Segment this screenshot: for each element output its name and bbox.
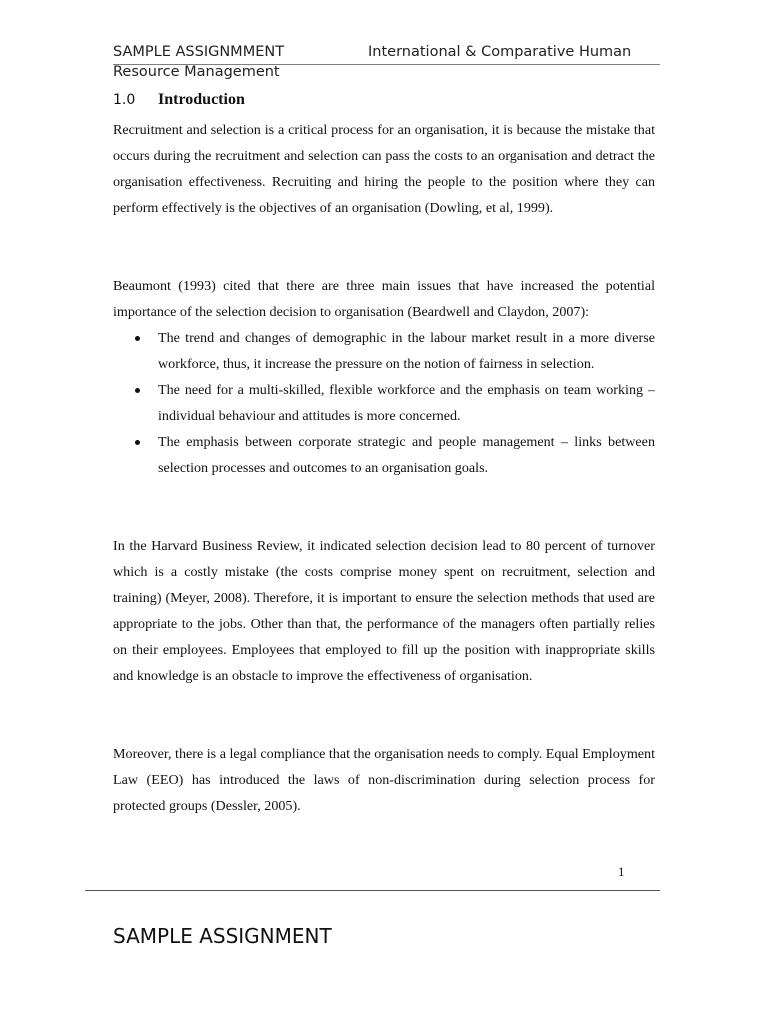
bullet-text: The emphasis between corporate strategic and people management – links between selection processes and outcomes to an organisation goals. <box>158 434 655 476</box>
bullet-dot-icon <box>135 336 140 341</box>
bullet-dot-icon <box>135 388 140 393</box>
footer-rule <box>85 890 660 891</box>
page-number: 1 <box>618 864 625 879</box>
section-heading <box>113 91 245 109</box>
paragraph-3: In the Harvard Business Review, it indicated selection decision lead to 80 percent of turnover which is a costly mistake (the costs comprise money spent on recruitment, selection and training) (Meyer, 2008). Therefore, it is important to ensure the selection methods that used are appropriate to the jobs. Other than that, the performance of the managers often partially relies on their employees. Employees that employed to fill up the position with inappropriate skills and knowledge is an obstacle to improve the effectiveness of organisation. <box>113 538 655 684</box>
section-number: 1.0 <box>113 92 136 108</box>
header-continuation: Resource Management <box>113 64 280 80</box>
header-left-text: SAMPLE ASSIGNMMENT <box>113 44 285 60</box>
footer-label: SAMPLE ASSIGNMENT <box>113 924 332 948</box>
page-header <box>113 42 660 62</box>
bullet-text: The trend and changes of demographic in the labour market result in a more diverse workforce, thus, it increase the pressure on the notion of fairness in selection. <box>158 330 655 372</box>
paragraph-2: Beaumont (1993) cited that there are three main issues that have increased the potential importance of the selection decision to organisation (Beardwell and Claydon, 2007): <box>113 278 655 320</box>
bullet-item <box>113 325 655 377</box>
bullet-item <box>113 377 655 429</box>
header-right-text: International & Comparative Human <box>368 44 632 60</box>
bullet-item <box>113 429 655 481</box>
paragraph-1: Recruitment and selection is a critical process for an organisation, it is because the mistake that occurs during the recruitment and selection can pass the costs to an organisation and detract the organisation effectiveness. Recruiting and hiring the people to the position where they can perform effectively is the objectives of an organisation (Dowling, et al, 1999). <box>113 122 655 216</box>
header-line <box>113 42 660 62</box>
bullet-list <box>113 325 655 481</box>
section-title: Introduction <box>158 91 245 108</box>
paragraph-4: Moreover, there is a legal compliance that the organisation needs to comply. Equal Employment Law (EEO) has introduced the laws of non-discrimination during selection process for protected groups (Dessler, 2005). <box>113 746 655 814</box>
bullet-text: The need for a multi-skilled, flexible workforce and the emphasis on team working – individual behaviour and attitudes is more concerned. <box>158 382 655 424</box>
bullet-dot-icon <box>135 440 140 445</box>
